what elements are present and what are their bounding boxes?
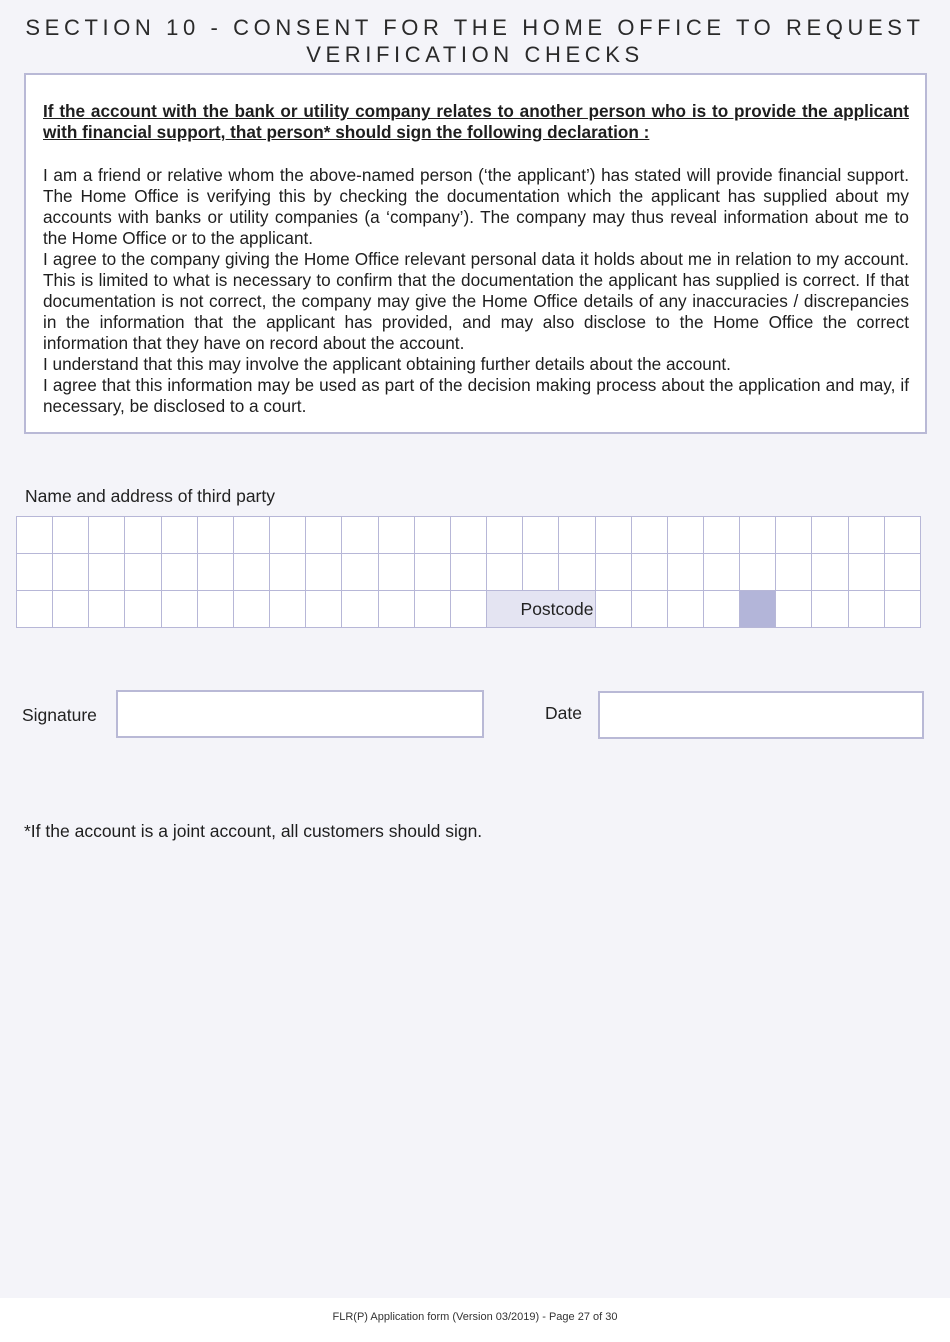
- address-char-cell[interactable]: [667, 517, 703, 554]
- address-char-cell[interactable]: [414, 591, 450, 628]
- address-char-cell[interactable]: [17, 591, 53, 628]
- declaration-paragraph-2: I agree to the company giving the Home Office relevant personal data it holds about me in relation to my account. This is limited to what is necessary to confirm that the documentation the applicant has supplied is correct. If that documentation is not correct, the company may give the Home Office details of any inaccuracies / discrepancies in the information that the applicant has provided, and may also disclose to the Home Office the correct information that they have on record about the account.: [43, 249, 909, 353]
- address-char-cell[interactable]: [523, 517, 559, 554]
- date-label: Date: [545, 703, 582, 723]
- postcode-char-cell[interactable]: [884, 591, 920, 628]
- postcode-char-cell[interactable]: [595, 591, 631, 628]
- address-char-cell[interactable]: [631, 517, 667, 554]
- address-char-cell[interactable]: [89, 517, 125, 554]
- signature-field[interactable]: [116, 690, 484, 738]
- address-char-cell[interactable]: [197, 554, 233, 591]
- address-char-cell[interactable]: [595, 517, 631, 554]
- address-char-cell[interactable]: [378, 554, 414, 591]
- address-char-cell[interactable]: [378, 517, 414, 554]
- address-char-cell[interactable]: [53, 591, 89, 628]
- postcode-char-cell[interactable]: [667, 591, 703, 628]
- address-char-cell[interactable]: [233, 554, 269, 591]
- address-char-cell[interactable]: [523, 554, 559, 591]
- address-char-cell[interactable]: [667, 554, 703, 591]
- address-character-grid: [16, 516, 921, 628]
- address-char-cell[interactable]: [812, 517, 848, 554]
- address-char-cell[interactable]: [776, 517, 812, 554]
- section-title-line-1: SECTION 10 - CONSENT FOR THE HOME OFFICE TO REQUEST: [25, 15, 925, 40]
- address-char-cell[interactable]: [270, 591, 306, 628]
- address-char-cell[interactable]: [703, 517, 739, 554]
- address-char-cell[interactable]: [595, 554, 631, 591]
- postcode-separator-cell: [740, 591, 776, 628]
- address-row-2: [17, 554, 921, 591]
- address-char-cell[interactable]: [414, 517, 450, 554]
- address-row-1: [17, 517, 921, 554]
- address-char-cell[interactable]: [197, 517, 233, 554]
- section-title-line-2: VERIFICATION CHECKS: [306, 42, 644, 67]
- address-char-cell[interactable]: [17, 554, 53, 591]
- postcode-char-cell[interactable]: [812, 591, 848, 628]
- address-char-cell[interactable]: [125, 591, 161, 628]
- address-char-cell[interactable]: [450, 591, 486, 628]
- address-row-3: [17, 591, 921, 628]
- declaration-paragraph-3: I understand that this may involve the applicant obtaining further details about the account.: [43, 354, 731, 374]
- address-char-cell[interactable]: [270, 554, 306, 591]
- address-char-cell[interactable]: [342, 554, 378, 591]
- postcode-char-cell[interactable]: [776, 591, 812, 628]
- address-char-cell[interactable]: [306, 517, 342, 554]
- signature-label: Signature: [22, 705, 97, 725]
- address-char-cell[interactable]: [197, 591, 233, 628]
- address-char-cell[interactable]: [161, 554, 197, 591]
- address-char-cell[interactable]: [342, 591, 378, 628]
- postcode-char-cell[interactable]: [848, 591, 884, 628]
- page-footer: FLR(P) Application form (Version 03/2019) - Page 27 of 30: [332, 1311, 618, 1323]
- address-char-cell[interactable]: [270, 517, 306, 554]
- address-char-cell[interactable]: [125, 517, 161, 554]
- address-char-cell[interactable]: [450, 517, 486, 554]
- address-char-cell[interactable]: [89, 554, 125, 591]
- address-char-cell[interactable]: [487, 554, 523, 591]
- address-char-cell[interactable]: [161, 517, 197, 554]
- address-char-cell[interactable]: [848, 517, 884, 554]
- address-char-cell[interactable]: [414, 554, 450, 591]
- date-field[interactable]: [598, 691, 924, 739]
- address-char-cell[interactable]: [161, 591, 197, 628]
- address-char-cell[interactable]: [233, 591, 269, 628]
- postcode-label: Postcode: [487, 591, 595, 628]
- address-char-cell[interactable]: [559, 554, 595, 591]
- declaration-box: [24, 73, 927, 434]
- declaration-heading: If the account with the bank or utility company relates to another person who is to provide the applicant with financial support, that person* should sign the following declaration :: [43, 101, 909, 142]
- declaration-paragraph-1: I am a friend or relative whom the above-named person (‘the applicant’) has stated will provide financial support. The Home Office is verifying this by checking the documentation which the applicant has supplied about my accounts with banks or utility companies (a ‘company’). The company may thus reveal information about me to the Home Office or to the applicant.: [43, 165, 909, 248]
- address-char-cell[interactable]: [740, 517, 776, 554]
- address-char-cell[interactable]: [17, 517, 53, 554]
- declaration-paragraph-4: I agree that this information may be used as part of the decision making process about the application and may, if necessary, be disclosed to a court.: [43, 375, 909, 416]
- address-char-cell[interactable]: [848, 554, 884, 591]
- address-char-cell[interactable]: [342, 517, 378, 554]
- address-char-cell[interactable]: [378, 591, 414, 628]
- address-char-cell[interactable]: [306, 591, 342, 628]
- address-char-cell[interactable]: [487, 517, 523, 554]
- address-char-cell[interactable]: [306, 554, 342, 591]
- section-title: [0, 14, 950, 68]
- address-char-cell[interactable]: [559, 517, 595, 554]
- third-party-label: Name and address of third party: [25, 486, 275, 506]
- address-char-cell[interactable]: [703, 554, 739, 591]
- address-char-cell[interactable]: [450, 554, 486, 591]
- address-char-cell[interactable]: [233, 517, 269, 554]
- address-char-cell[interactable]: [125, 554, 161, 591]
- address-char-cell[interactable]: [884, 517, 920, 554]
- joint-account-footnote: *If the account is a joint account, all customers should sign.: [24, 821, 483, 841]
- address-char-cell[interactable]: [776, 554, 812, 591]
- address-char-cell[interactable]: [740, 554, 776, 591]
- address-char-cell[interactable]: [53, 554, 89, 591]
- address-char-cell[interactable]: [884, 554, 920, 591]
- address-char-cell[interactable]: [89, 591, 125, 628]
- postcode-char-cell[interactable]: [703, 591, 739, 628]
- postcode-char-cell[interactable]: [631, 591, 667, 628]
- address-char-cell[interactable]: [631, 554, 667, 591]
- address-char-cell[interactable]: [53, 517, 89, 554]
- address-char-cell[interactable]: [812, 554, 848, 591]
